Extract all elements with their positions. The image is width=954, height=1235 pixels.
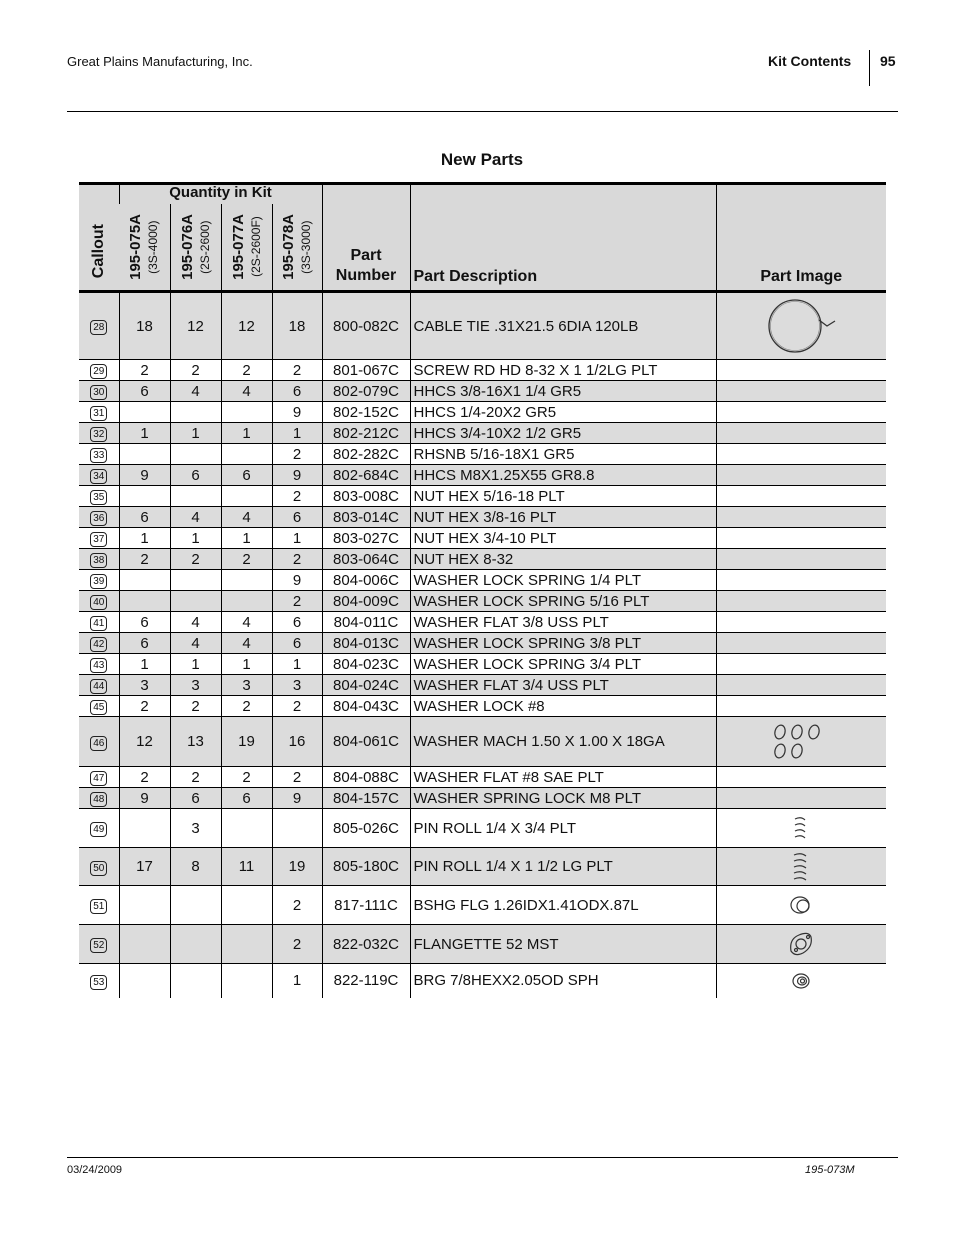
callout-cell [79,696,119,717]
description-cell: NUT HEX 5/16-18 PLT [410,486,716,507]
quantity-cell-1 [119,486,170,507]
description-cell: RHSNB 5/16-18X1 GR5 [410,444,716,465]
quantity-cell-1: 6 [119,381,170,402]
quantity-cell-3: 2 [221,767,272,788]
part-number-cell: 804-011C [322,612,410,633]
quantity-cell-1 [119,402,170,423]
callout-cell [79,848,119,886]
part-number-cell: 800-082C [322,292,410,360]
description-cell: WASHER FLAT 3/4 USS PLT [410,675,716,696]
description-cell: WASHER LOCK SPRING 5/16 PLT [410,591,716,612]
description-cell: WASHER LOCK #8 [410,696,716,717]
part-number-cell: 804-088C [322,767,410,788]
quantity-cell-2: 13 [170,717,221,767]
quantity-cell-3: 12 [221,292,272,360]
quantity-cell-4: 1 [272,654,322,675]
callout-number: 47 [90,771,107,786]
description-cell: CABLE TIE .31X21.5 6DIA 120LB [410,292,716,360]
quantity-cell-3 [221,964,272,998]
quantity-cell-1: 1 [119,528,170,549]
quantity-cell-3 [221,402,272,423]
callout-number: 35 [90,490,107,505]
footer-doc-number: 195-073M [805,1164,855,1176]
callout-cell [79,809,119,848]
part-number-cell: 804-023C [322,654,410,675]
quantity-cell-1: 3 [119,675,170,696]
callout-number: 37 [90,532,107,547]
description-cell: PIN ROLL 1/4 X 1 1/2 LG PLT [410,848,716,886]
callout-cell [79,633,119,654]
table-row [79,423,886,444]
callout-number: 48 [90,792,107,807]
quantity-cell-2: 1 [170,423,221,444]
callout-number: 38 [90,553,107,568]
quantity-cell-2: 1 [170,528,221,549]
description-header: Part Description [410,184,716,292]
description-cell: NUT HEX 8-32 [410,549,716,570]
callout-number: 44 [90,679,107,694]
callout-cell [79,528,119,549]
quantity-cell-2 [170,402,221,423]
callout-number: 41 [90,616,107,631]
callout-number: 36 [90,511,107,526]
callout-number: 49 [90,822,107,837]
callout-cell [79,549,119,570]
quantity-cell-3 [221,486,272,507]
quantity-cell-1: 9 [119,788,170,809]
description-cell: SCREW RD HD 8-32 X 1 1/2LG PLT [410,360,716,381]
part-image-cell [716,360,886,381]
callout-number: 51 [90,899,107,914]
part-number-cell: 802-282C [322,444,410,465]
callout-cell [79,381,119,402]
model-header-4: 195-078A (3S-3000) [272,204,322,292]
quantity-cell-3: 3 [221,675,272,696]
description-cell: WASHER LOCK SPRING 3/4 PLT [410,654,716,675]
quantity-cell-1: 2 [119,549,170,570]
quantity-cell-4 [272,809,322,848]
description-cell: HHCS 3/4-10X2 1/2 GR5 [410,423,716,444]
quantity-cell-4: 19 [272,848,322,886]
callout-cell [79,886,119,925]
callout-cell [79,767,119,788]
callout-cell [79,654,119,675]
quantity-cell-3: 6 [221,788,272,809]
quantity-cell-1 [119,809,170,848]
machine-washers-icon [716,717,886,767]
callout-cell [79,570,119,591]
model-header-1: 195-075A (3S-4000) [119,204,170,292]
callout-number: 30 [90,385,107,400]
callout-cell [79,964,119,998]
parts-table [79,182,886,998]
quantity-cell-1 [119,570,170,591]
part-image-cell [716,528,886,549]
part-number-cell: 803-027C [322,528,410,549]
quantity-cell-1 [119,591,170,612]
table-row [79,717,886,767]
table-row [79,848,886,886]
callout-number: 32 [90,427,107,442]
quantity-cell-1 [119,444,170,465]
description-cell: HHCS M8X1.25X55 GR8.8 [410,465,716,486]
callout-cell [79,675,119,696]
quantity-cell-3 [221,925,272,964]
description-cell: WASHER FLAT 3/8 USS PLT [410,612,716,633]
table-row [79,696,886,717]
quantity-cell-1: 6 [119,633,170,654]
header-divider [869,50,870,86]
quantity-cell-1: 12 [119,717,170,767]
callout-cell [79,465,119,486]
part-image-cell [716,549,886,570]
part-image-cell [716,570,886,591]
callout-cell [79,486,119,507]
quantity-cell-4: 1 [272,528,322,549]
quantity-cell-1: 2 [119,360,170,381]
quantity-cell-1: 1 [119,423,170,444]
model-header-3: 195-077A (2S-2600F) [221,204,272,292]
quantity-cell-4: 9 [272,788,322,809]
part-image-cell [716,381,886,402]
callout-cell [79,612,119,633]
quantity-cell-3: 4 [221,633,272,654]
callout-cell [79,788,119,809]
quantity-cell-4: 2 [272,925,322,964]
quantity-header: Quantity in Kit [119,184,322,204]
page-number: 95 [880,53,896,69]
part-number-cell: 822-032C [322,925,410,964]
quantity-cell-1: 6 [119,507,170,528]
part-number-cell: 802-684C [322,465,410,486]
callout-cell [79,507,119,528]
quantity-cell-4: 1 [272,964,322,998]
callout-cell [79,925,119,964]
table-row [79,591,886,612]
callout-cell [79,360,119,381]
quantity-cell-2: 8 [170,848,221,886]
table-row [79,675,886,696]
description-cell: WASHER SPRING LOCK M8 PLT [410,788,716,809]
part-number-cell: 805-180C [322,848,410,886]
quantity-cell-3: 4 [221,381,272,402]
quantity-cell-2 [170,591,221,612]
quantity-cell-2: 6 [170,788,221,809]
footer-rule [67,1157,898,1158]
description-cell: FLANGETTE 52 MST [410,925,716,964]
callout-cell [79,717,119,767]
part-image-cell [716,654,886,675]
quantity-cell-2: 4 [170,612,221,633]
callout-number: 52 [90,938,107,953]
quantity-cell-1 [119,925,170,964]
quantity-cell-3 [221,809,272,848]
quantity-cell-4: 2 [272,696,322,717]
quantity-cell-2: 4 [170,633,221,654]
quantity-cell-4: 9 [272,402,322,423]
quantity-cell-2 [170,886,221,925]
part-number-cell: 804-157C [322,788,410,809]
part-number-cell: 804-013C [322,633,410,654]
part-number-cell: 804-009C [322,591,410,612]
quantity-cell-2: 12 [170,292,221,360]
part-number-cell: 802-212C [322,423,410,444]
quantity-cell-2: 4 [170,507,221,528]
quantity-cell-4: 2 [272,767,322,788]
part-image-cell [716,465,886,486]
part-image-cell [716,423,886,444]
quantity-cell-1: 6 [119,612,170,633]
callout-cell [79,292,119,360]
quantity-cell-2: 1 [170,654,221,675]
quantity-cell-4: 2 [272,549,322,570]
callout-number: 43 [90,658,107,673]
section-title: Kit Contents [768,53,852,69]
table-row [79,886,886,925]
quantity-cell-2: 2 [170,549,221,570]
part-number-cell: 805-026C [322,809,410,848]
table-row [79,654,886,675]
quantity-cell-4: 6 [272,633,322,654]
quantity-cell-3: 19 [221,717,272,767]
quantity-cell-3: 1 [221,654,272,675]
header-rule [67,111,898,112]
part-number-cell: 803-014C [322,507,410,528]
callout-number: 42 [90,637,107,652]
part-number-cell: 802-079C [322,381,410,402]
table-row [79,360,886,381]
quantity-cell-4: 2 [272,360,322,381]
quantity-cell-2 [170,486,221,507]
quantity-cell-1 [119,886,170,925]
quantity-cell-3: 4 [221,507,272,528]
quantity-cell-1: 2 [119,767,170,788]
model-header-2: 195-076A (2S-2600) [170,204,221,292]
image-header: Part Image [716,184,886,292]
callout-cell [79,402,119,423]
flange-bushing-icon [716,886,886,925]
quantity-cell-2 [170,925,221,964]
quantity-cell-1: 1 [119,654,170,675]
quantity-cell-4: 9 [272,465,322,486]
table-row [79,925,886,964]
quantity-cell-3 [221,591,272,612]
quantity-cell-2: 3 [170,675,221,696]
quantity-cell-2: 4 [170,381,221,402]
quantity-cell-3: 1 [221,423,272,444]
quantity-cell-1 [119,964,170,998]
table-row [79,486,886,507]
quantity-cell-3: 2 [221,360,272,381]
callout-cell [79,444,119,465]
quantity-cell-4: 6 [272,612,322,633]
callout-number: 50 [90,861,107,876]
quantity-cell-1: 2 [119,696,170,717]
quantity-cell-4: 3 [272,675,322,696]
callout-number: 34 [90,469,107,484]
quantity-cell-4: 6 [272,507,322,528]
callout-cell [79,591,119,612]
part-number-cell: 804-061C [322,717,410,767]
part-image-cell [716,767,886,788]
part-number-cell: 801-067C [322,360,410,381]
part-number-cell: 802-152C [322,402,410,423]
quantity-cell-4: 2 [272,591,322,612]
table-row [79,402,886,423]
quantity-cell-2: 2 [170,696,221,717]
part-image-cell [716,507,886,528]
quantity-cell-3 [221,886,272,925]
company-name: Great Plains Manufacturing, Inc. [67,54,253,69]
callout-number: 31 [90,406,107,421]
bearing-icon [716,964,886,998]
part-number-cell: 803-064C [322,549,410,570]
callout-header: Callout [79,184,119,292]
quantity-cell-3: 4 [221,612,272,633]
table-row [79,964,886,998]
table-row [79,507,886,528]
quantity-cell-4: 9 [272,570,322,591]
table-row [79,444,886,465]
part-number-cell: 822-119C [322,964,410,998]
quantity-cell-1: 9 [119,465,170,486]
description-cell: WASHER MACH 1.50 X 1.00 X 18GA [410,717,716,767]
quantity-cell-4: 1 [272,423,322,444]
table-row [79,528,886,549]
part-number-cell: 804-043C [322,696,410,717]
table-row [79,292,886,360]
quantity-cell-3: 6 [221,465,272,486]
part-image-cell [716,591,886,612]
table-row [79,767,886,788]
part-image-cell [716,675,886,696]
part-image-cell [716,486,886,507]
quantity-cell-3: 11 [221,848,272,886]
callout-number: 39 [90,574,107,589]
callout-number: 33 [90,448,107,463]
table-row [79,612,886,633]
quantity-cell-1: 17 [119,848,170,886]
description-cell: HHCS 1/4-20X2 GR5 [410,402,716,423]
quantity-cell-1: 18 [119,292,170,360]
description-cell: WASHER LOCK SPRING 1/4 PLT [410,570,716,591]
roll-pin-short-icon [716,809,886,848]
table-row [79,788,886,809]
description-cell: PIN ROLL 1/4 X 3/4 PLT [410,809,716,848]
quantity-cell-3: 1 [221,528,272,549]
callout-number: 46 [90,736,107,751]
callout-cell [79,423,119,444]
table-row [79,570,886,591]
quantity-cell-3 [221,444,272,465]
table-row [79,549,886,570]
cable-tie-icon [716,292,886,360]
quantity-cell-4: 2 [272,444,322,465]
part-image-cell [716,612,886,633]
flangette-icon [716,925,886,964]
callout-number: 45 [90,700,107,715]
description-cell: HHCS 3/8-16X1 1/4 GR5 [410,381,716,402]
footer-date: 03/24/2009 [67,1164,123,1176]
quantity-cell-4: 6 [272,381,322,402]
part-number-header: Part Number [322,184,410,292]
table-title: New Parts [440,150,524,169]
part-image-cell [716,696,886,717]
quantity-cell-4: 2 [272,886,322,925]
description-cell: BRG 7/8HEXX2.05OD SPH [410,964,716,998]
description-cell: NUT HEX 3/8-16 PLT [410,507,716,528]
quantity-cell-3: 2 [221,549,272,570]
description-cell: NUT HEX 3/4-10 PLT [410,528,716,549]
part-image-cell [716,402,886,423]
callout-number: 40 [90,595,107,610]
description-cell: WASHER FLAT #8 SAE PLT [410,767,716,788]
quantity-cell-2: 2 [170,767,221,788]
description-cell: BSHG FLG 1.26IDX1.41ODX.87L [410,886,716,925]
table-row [79,633,886,654]
quantity-cell-2 [170,444,221,465]
quantity-cell-2: 6 [170,465,221,486]
part-image-cell [716,788,886,809]
quantity-cell-4: 2 [272,486,322,507]
part-number-cell: 804-006C [322,570,410,591]
quantity-cell-3: 2 [221,696,272,717]
quantity-cell-2: 3 [170,809,221,848]
quantity-cell-2: 2 [170,360,221,381]
part-number-cell: 804-024C [322,675,410,696]
part-image-cell [716,444,886,465]
table-row [79,809,886,848]
roll-pin-long-icon [716,848,886,886]
quantity-cell-2 [170,964,221,998]
table-row [79,381,886,402]
description-cell: WASHER LOCK SPRING 3/8 PLT [410,633,716,654]
callout-number: 53 [90,975,107,990]
quantity-cell-3 [221,570,272,591]
table-row [79,465,886,486]
part-number-cell: 817-111C [322,886,410,925]
callout-number: 28 [90,320,107,335]
quantity-cell-2 [170,570,221,591]
part-number-cell: 803-008C [322,486,410,507]
part-image-cell [716,633,886,654]
quantity-cell-4: 18 [272,292,322,360]
quantity-cell-4: 16 [272,717,322,767]
callout-number: 29 [90,364,107,379]
